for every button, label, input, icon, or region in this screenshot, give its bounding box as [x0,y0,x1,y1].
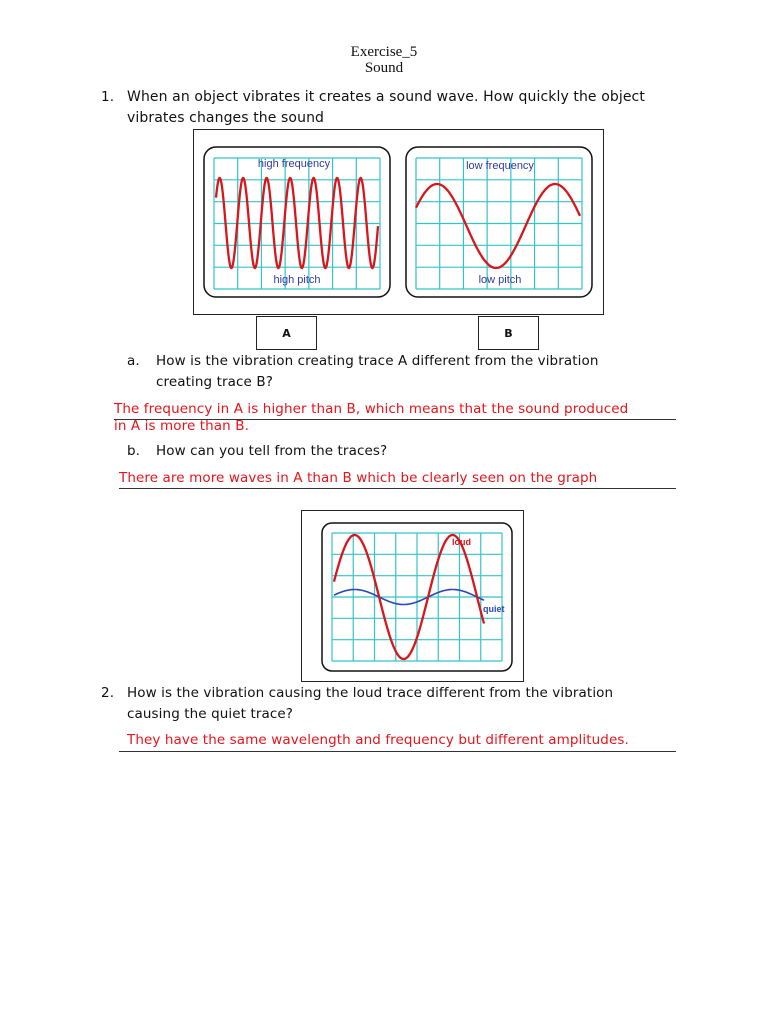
trace-b-label-box [478,316,539,350]
scope-a-bottom-label: high pitch [273,274,321,286]
quiet-label: quiet [483,604,505,614]
q1b-text: How can you tell from the traces? [156,443,388,459]
q1a-text-line1: How is the vibration creating trace A different from the vibration [156,353,599,369]
loud-label: loud [452,537,471,547]
trace-b-label: B [504,326,513,340]
figure-frequency [193,129,604,315]
q1-text-line2: vibrates changes the sound [127,110,325,126]
scope-a-top-label: high frequency [257,158,331,170]
q2-text-line2: causing the quiet trace? [127,706,294,722]
q2-answer-line [119,751,676,752]
q1-text-line1: When an object vibrates it creates a sound wave. How quickly the object [127,89,645,105]
q1-number: 1. [101,89,115,105]
q1a-answer-line2: in A is more than B. [114,418,249,434]
page-title: Exercise_5 [350,44,418,60]
trace-a-label: A [282,326,291,340]
scope-b-top-label: low frequency [466,160,534,172]
frequency-scopes [194,130,603,314]
q1a-text-line2: creating trace B? [156,374,273,390]
q2-answer: They have the same wavelength and frequency but different amplitudes. [127,732,629,748]
q1b-answer: There are more waves in A than B which be clearly seen on the graph [119,470,598,486]
q1a-answer-line1: The frequency in A is higher than B, which means that the sound produced [114,401,629,417]
scope-b-bottom-label: low pitch [478,274,522,286]
figure-amplitude [301,510,524,682]
q1b-answer-line [119,488,676,489]
q1b-marker: b. [127,443,141,459]
trace-a-label-box [256,316,317,350]
amplitude-scope [302,511,523,681]
page-subtitle: Sound [364,60,404,76]
q2-text-line1: How is the vibration causing the loud trace different from the vibration [127,685,614,701]
q1a-marker: a. [127,353,140,369]
q2-number: 2. [101,685,115,701]
